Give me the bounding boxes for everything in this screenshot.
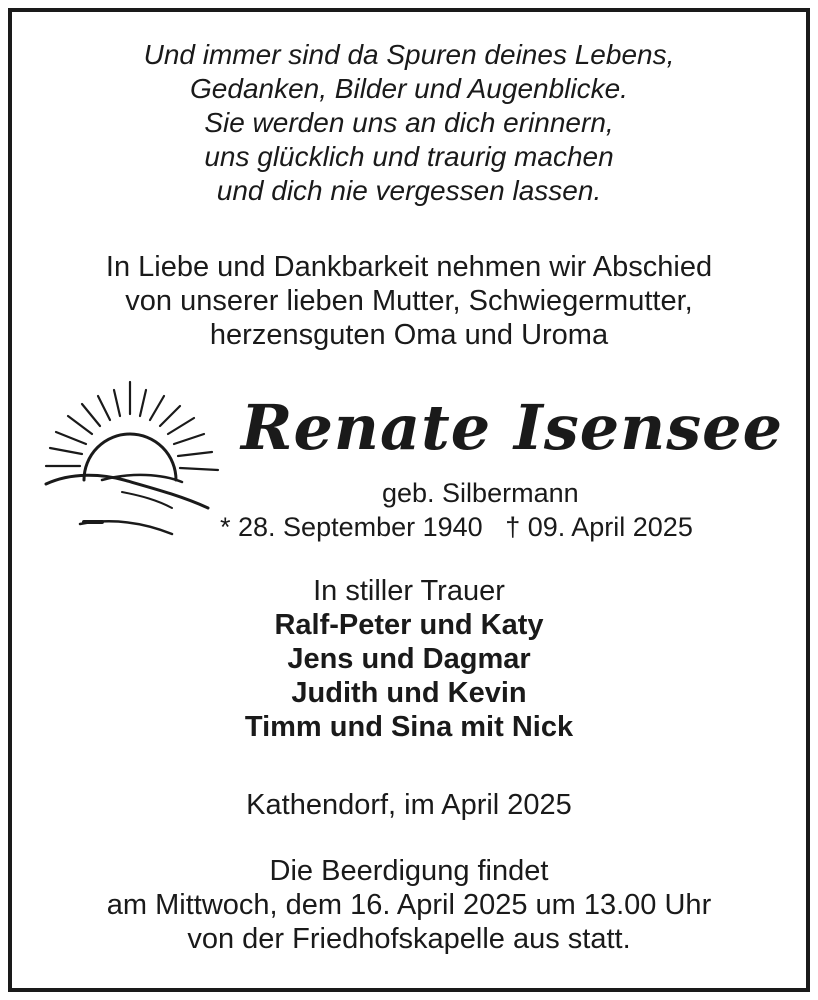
funeral-info [12,854,806,956]
intro-text [12,250,806,352]
poem-line: Und immer sind da Spuren deines Lebens, [143,39,675,70]
mourners-list [12,608,806,744]
obituary-frame [8,8,810,992]
life-dates: * 28. September 1940 † 09. April 2025 [220,512,693,542]
mourner-name: Judith und Kevin [291,677,527,709]
mourner-name: Timm und Sina mit Nick [244,711,574,743]
poem-line: und dich nie vergessen lassen. [216,175,602,206]
funeral-line: Die Beerdigung findet [269,855,549,887]
birth-name: geb. Silbermann [382,478,579,508]
poem-line: uns glücklich und traurig machen [204,141,614,172]
deceased-name: Renate Isensee [240,391,784,464]
mourners-heading: In stiller Trauer [313,575,505,607]
intro-line: von unserer lieben Mutter, Schwiegermutter, [125,285,693,317]
poem [12,38,806,208]
intro-line: In Liebe und Dankbarkeit nehmen wir Abschied [105,251,713,283]
poem-line: Gedanken, Bilder und Augenblicke. [190,73,628,104]
mourner-name: Ralf-Peter und Katy [274,609,544,641]
place-date: Kathendorf, im April 2025 [246,789,572,821]
mourner-name: Jens und Dagmar [287,643,531,675]
funeral-line: am Mittwoch, dem 16. April 2025 um 13.00 Uhr [106,889,712,921]
sunset-over-hills-icon [32,376,232,536]
poem-line: Sie werden uns an dich erinnern, [204,107,614,138]
funeral-line: von der Friedhofskapelle aus statt. [187,923,631,955]
intro-line: herzensguten Oma und Uroma [209,319,609,351]
